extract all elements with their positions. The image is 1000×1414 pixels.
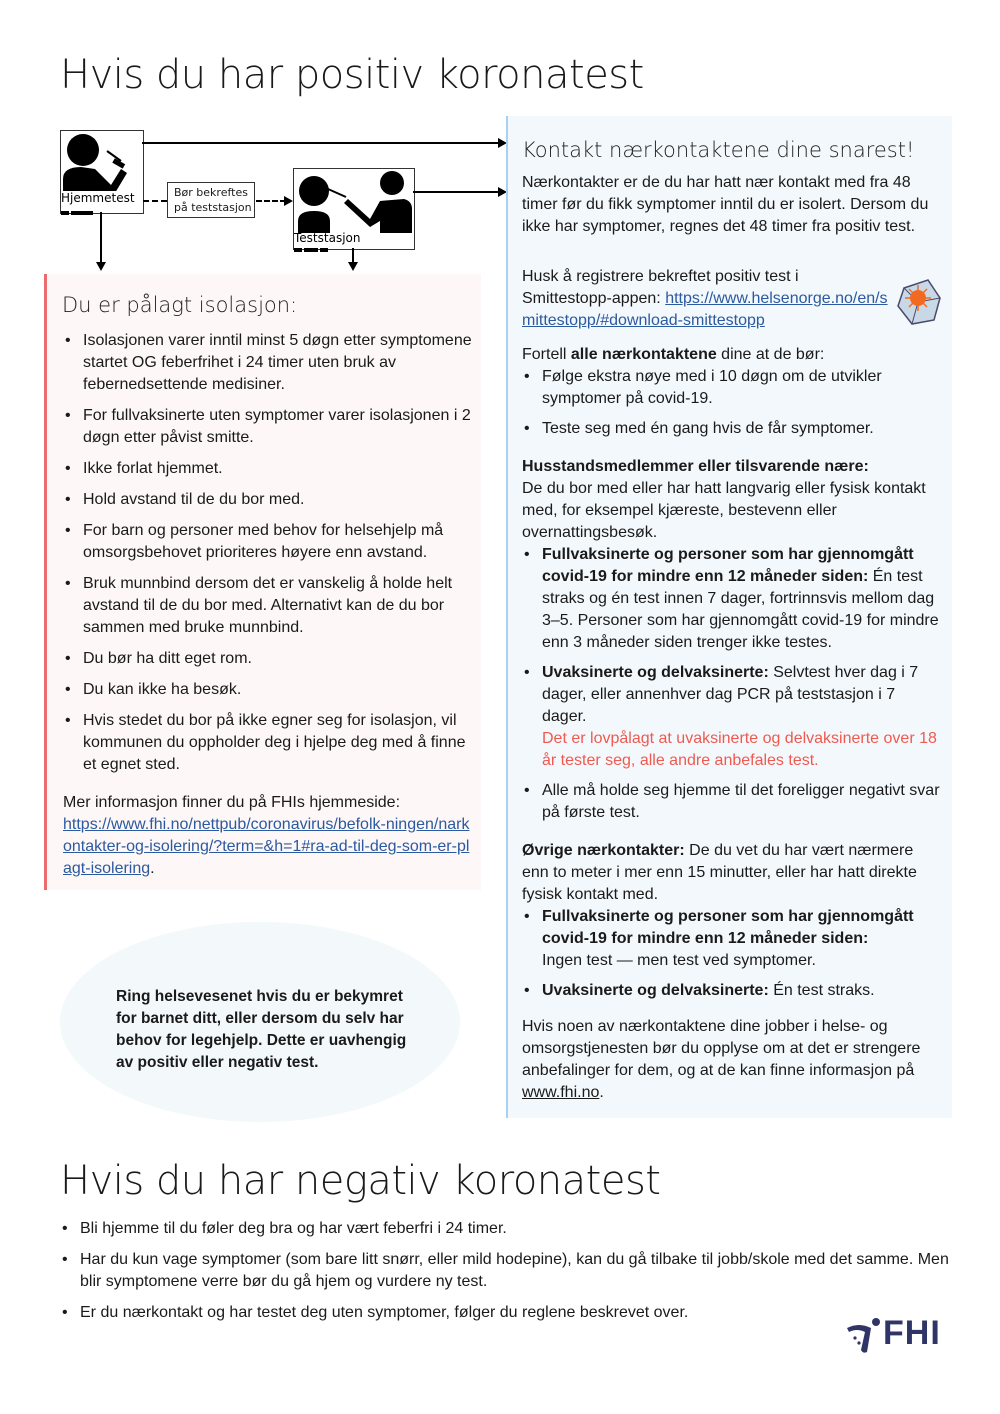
confirm-line-2: på teststasjon xyxy=(174,201,252,214)
home-test-label: Hjemmetest xyxy=(61,191,135,205)
contacts-heading: Kontakt nærkontaktene dine snarest! xyxy=(522,138,915,162)
fhi-link[interactable]: www.fhi.no xyxy=(522,1084,600,1101)
item-text: Ingen test — men test ved symptomer. xyxy=(542,952,816,969)
list-item xyxy=(522,780,942,824)
callout-ellipse xyxy=(60,922,460,1122)
negative-list xyxy=(60,1218,950,1333)
test-station-bars xyxy=(294,248,328,252)
fhi-figure-icon xyxy=(845,1316,885,1356)
more-info xyxy=(63,792,478,880)
item-bold: Uvaksinerte og delvaksinerte: xyxy=(542,664,769,681)
item-text: Én test straks. xyxy=(768,982,875,999)
home-test-bars xyxy=(61,211,93,215)
item-text: Én test straks og én test innen 7 dager, fortrinnsvis mellom dag 3–5. Personer som har gjennomgått covid-19 for mindre enn 3 måneder siden trenger ikke testes. xyxy=(542,568,939,651)
health-workers-end: . xyxy=(599,1084,604,1101)
smittestopp-virus-icon xyxy=(894,276,944,326)
household-list xyxy=(522,544,942,824)
item-text: Alle må holde seg hjemme til det foreligger negativt svar på første test. xyxy=(542,782,940,821)
item-bold: Fullvaksinerte og personer som har gjennomgått covid-19 for mindre enn 12 måneder siden: xyxy=(542,546,914,585)
smittestopp-link[interactable]: https://www.helsenorge.no/en/smittestopp/#download-smittestopp xyxy=(522,290,888,329)
arrow-line xyxy=(142,142,500,144)
other-intro: De du vet du har vært nærmere enn to meter i mer enn 15 minutter, eller har hatt direkte fysisk kontakt med. xyxy=(522,842,917,903)
tell-list xyxy=(522,366,942,440)
list-item: • Har du kun vage symptomer (som bare litt snørr, eller mild hodepine), kan du gå tilbake til jobb/skole med det samme. Men blir symptomene verre bør du gå hjem og vurdere ny test. xyxy=(60,1249,950,1293)
list-item: • For barn og personer med behov for helsehjelp må omsorgsbehovet prioriteres høyere enn avstand. xyxy=(63,520,478,564)
contacts-intro: Nærkontakter er de du har hatt nær kontakt med fra 48 timer før du fikk symptomer inntil du er isolert. Dersom du ikke har symptomer, regnes det 48 timer fra positiv test. xyxy=(522,174,929,235)
arrow-head-icon xyxy=(96,262,106,271)
list-item: • Isolasjonen varer inntil minst 5 døgn etter symptomene startet OG feberfrihet i 24 timer uten bruk av febernedsettende medisiner. xyxy=(63,330,478,396)
isolation-panel xyxy=(44,274,481,890)
confirm-line-1: Bør bekreftes xyxy=(174,186,248,199)
household-section xyxy=(522,456,942,832)
warning-text: Det er lovpålagt at uvaksinerte og delvaksinerte over 18 år tester seg, alle andre anbefales test. xyxy=(542,730,937,769)
arrow-head-icon xyxy=(348,262,358,271)
other-contacts-section xyxy=(522,840,942,1010)
page-title-negative: Hvis du har negativ koronatest xyxy=(60,1158,661,1204)
tell-post: dine at de bør: xyxy=(716,346,825,363)
list-item: • Følge ekstra nøye med i 10 døgn om de utvikler symptomer på covid-19. xyxy=(522,366,942,410)
list-item: • Teste seg med én gang hvis de får symptomer. xyxy=(522,418,942,440)
item-text: Selvtest hver dag i 7 dager, eller annenhver dag PCR på teststasjon i 7 dager. xyxy=(542,664,919,725)
list-item xyxy=(522,980,942,1002)
list-item: • Er du nærkontakt og har testet deg uten symptomer, følger du reglene beskrevet over. xyxy=(60,1302,950,1324)
household-heading: Husstandsmedlemmer eller tilsvarende nære: xyxy=(522,458,869,475)
other-heading: Øvrige nærkontakter: xyxy=(522,842,685,859)
item-bold: Uvaksinerte og delvaksinerte: xyxy=(542,982,769,999)
more-info-end: . xyxy=(150,860,155,877)
test-station-box xyxy=(293,168,415,250)
health-workers-note xyxy=(522,1016,942,1104)
home-test-box xyxy=(60,130,144,214)
fhi-isolation-link[interactable]: https://www.fhi.no/nettpub/coronavirus/befolk-ningen/narkontakter-og-isolering/?term=&h=1#ra-ad-til-deg-som-er-plagt-isolering xyxy=(63,816,470,877)
list-item: • Hold avstand til de du bor med. xyxy=(63,489,478,511)
list-item: • For fullvaksinerte uten symptomer varer isolasjonen i 2 døgn etter påvist smitte. xyxy=(63,405,478,449)
list-item xyxy=(522,906,942,972)
list-item xyxy=(522,662,942,772)
item-bold: Fullvaksinerte og personer som har gjennomgått covid-19 for mindre enn 12 måneder siden: xyxy=(542,908,914,947)
confirm-box xyxy=(167,182,255,218)
other-list xyxy=(522,906,942,1002)
list-item xyxy=(522,544,942,654)
tell-contacts xyxy=(522,344,942,448)
list-item: • Du bør ha ditt eget rom. xyxy=(63,648,478,670)
contacts-panel xyxy=(506,116,952,1118)
isolation-list xyxy=(63,330,478,785)
dashed-line xyxy=(256,200,286,202)
page-title-positive: Hvis du har positiv koronatest xyxy=(60,52,644,98)
list-item: • Du kan ikke ha besøk. xyxy=(63,679,478,701)
isolation-heading: Du er pålagt isolasjon: xyxy=(62,293,298,317)
more-info-text: Mer informasjon finner du på FHIs hjemmeside: xyxy=(63,794,401,811)
list-item: • Ikke forlat hjemmet. xyxy=(63,458,478,480)
fhi-logo xyxy=(845,1316,945,1356)
health-workers-text: Hvis noen av nærkontaktene dine jobber i helse- og omsorgstjenesten bør du opplyse om at det er strengere anbefalinger for dem, og at de kan finne informasjon på xyxy=(522,1018,921,1079)
callout-text: Ring helsevesenet hvis du er bekymret for barnet ditt, eller dersom du selv har behov for legehjelp. Dette er uavhengig av positiv eller negativ test. xyxy=(116,988,407,1071)
arrow-head-icon xyxy=(284,196,293,206)
tell-pre: Fortell xyxy=(522,346,571,363)
home-test-person-icon xyxy=(61,131,141,191)
dashed-line xyxy=(143,200,167,202)
list-item: • Hvis stedet du bor på ikke egner seg for isolasjon, vil kommunen du oppholder deg i hjelpe deg med å finne et egnet sted. xyxy=(63,710,478,776)
list-item: • Bruk munnbind dersom det er vanskelig å holde helt avstand til de du bor med. Alternativt kan de du bor sammen med bruke munnbind. xyxy=(63,573,478,639)
smittestopp-label: Husk å registrere bekreftet positiv test i Smittestopp-appen: xyxy=(522,268,799,307)
arrow-line xyxy=(100,212,102,264)
arrow-line xyxy=(413,191,500,193)
smittestopp-text xyxy=(522,266,892,332)
tell-bold: alle nærkontaktene xyxy=(570,346,717,363)
test-station-people-icon xyxy=(294,169,414,233)
fhi-logo-text: FHI xyxy=(883,1314,941,1352)
list-item: • Bli hjemme til du føler deg bra og har vært feberfri i 24 timer. xyxy=(60,1218,950,1240)
household-intro: De du bor med eller har hatt langvarig eller fysisk kontakt med, for eksempel kjæreste, bestevenn eller overnattingsbesøk. xyxy=(522,480,926,541)
test-station-label: Teststasjon xyxy=(294,231,361,245)
